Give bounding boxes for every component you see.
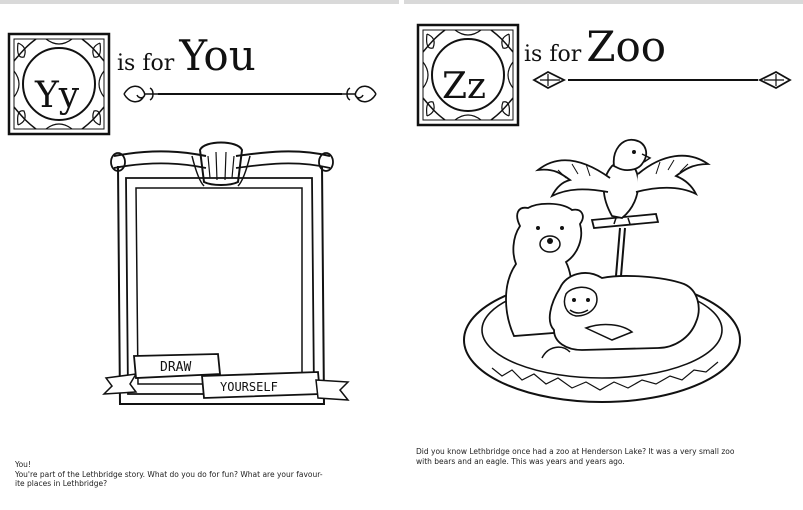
heading-word-zoo: Zoo xyxy=(586,22,667,71)
ornamental-divider-z xyxy=(532,68,792,92)
caption-z xyxy=(416,447,796,466)
letter-zz: Zz xyxy=(442,66,486,107)
coloring-page-y xyxy=(0,0,399,510)
page-top-edge xyxy=(404,0,803,4)
page-heading-y xyxy=(117,31,256,80)
letter-yy: Yy xyxy=(35,75,80,116)
page-top-edge xyxy=(0,0,399,4)
banner-yourself: YOURSELF xyxy=(220,380,278,394)
heading-prefix: is for xyxy=(524,42,582,67)
caption-line-2: ite places in Lethbridge? xyxy=(15,479,108,488)
caption-line-1: Did you know Lethbridge once had a zoo at Henderson Lake? It was a very small zoo xyxy=(416,447,735,456)
coloring-page-z xyxy=(404,0,803,510)
caption-title-you: You! xyxy=(15,460,31,469)
banner-draw: DRAW xyxy=(160,360,192,375)
caption-line-2: with bears and an eagle. This was years and years ago. xyxy=(416,456,625,466)
caption-y xyxy=(15,460,385,489)
ornamental-divider-y xyxy=(120,82,380,106)
heading-prefix: is for xyxy=(117,51,175,76)
caption-line-1: You're part of the Lethbridge story. What do you do for fun? What are your favour- xyxy=(15,469,323,479)
zoo-illustration xyxy=(462,118,752,423)
draw-yourself-frame xyxy=(96,142,356,414)
page-heading-z xyxy=(524,22,666,71)
heading-word-you: You xyxy=(179,31,256,80)
